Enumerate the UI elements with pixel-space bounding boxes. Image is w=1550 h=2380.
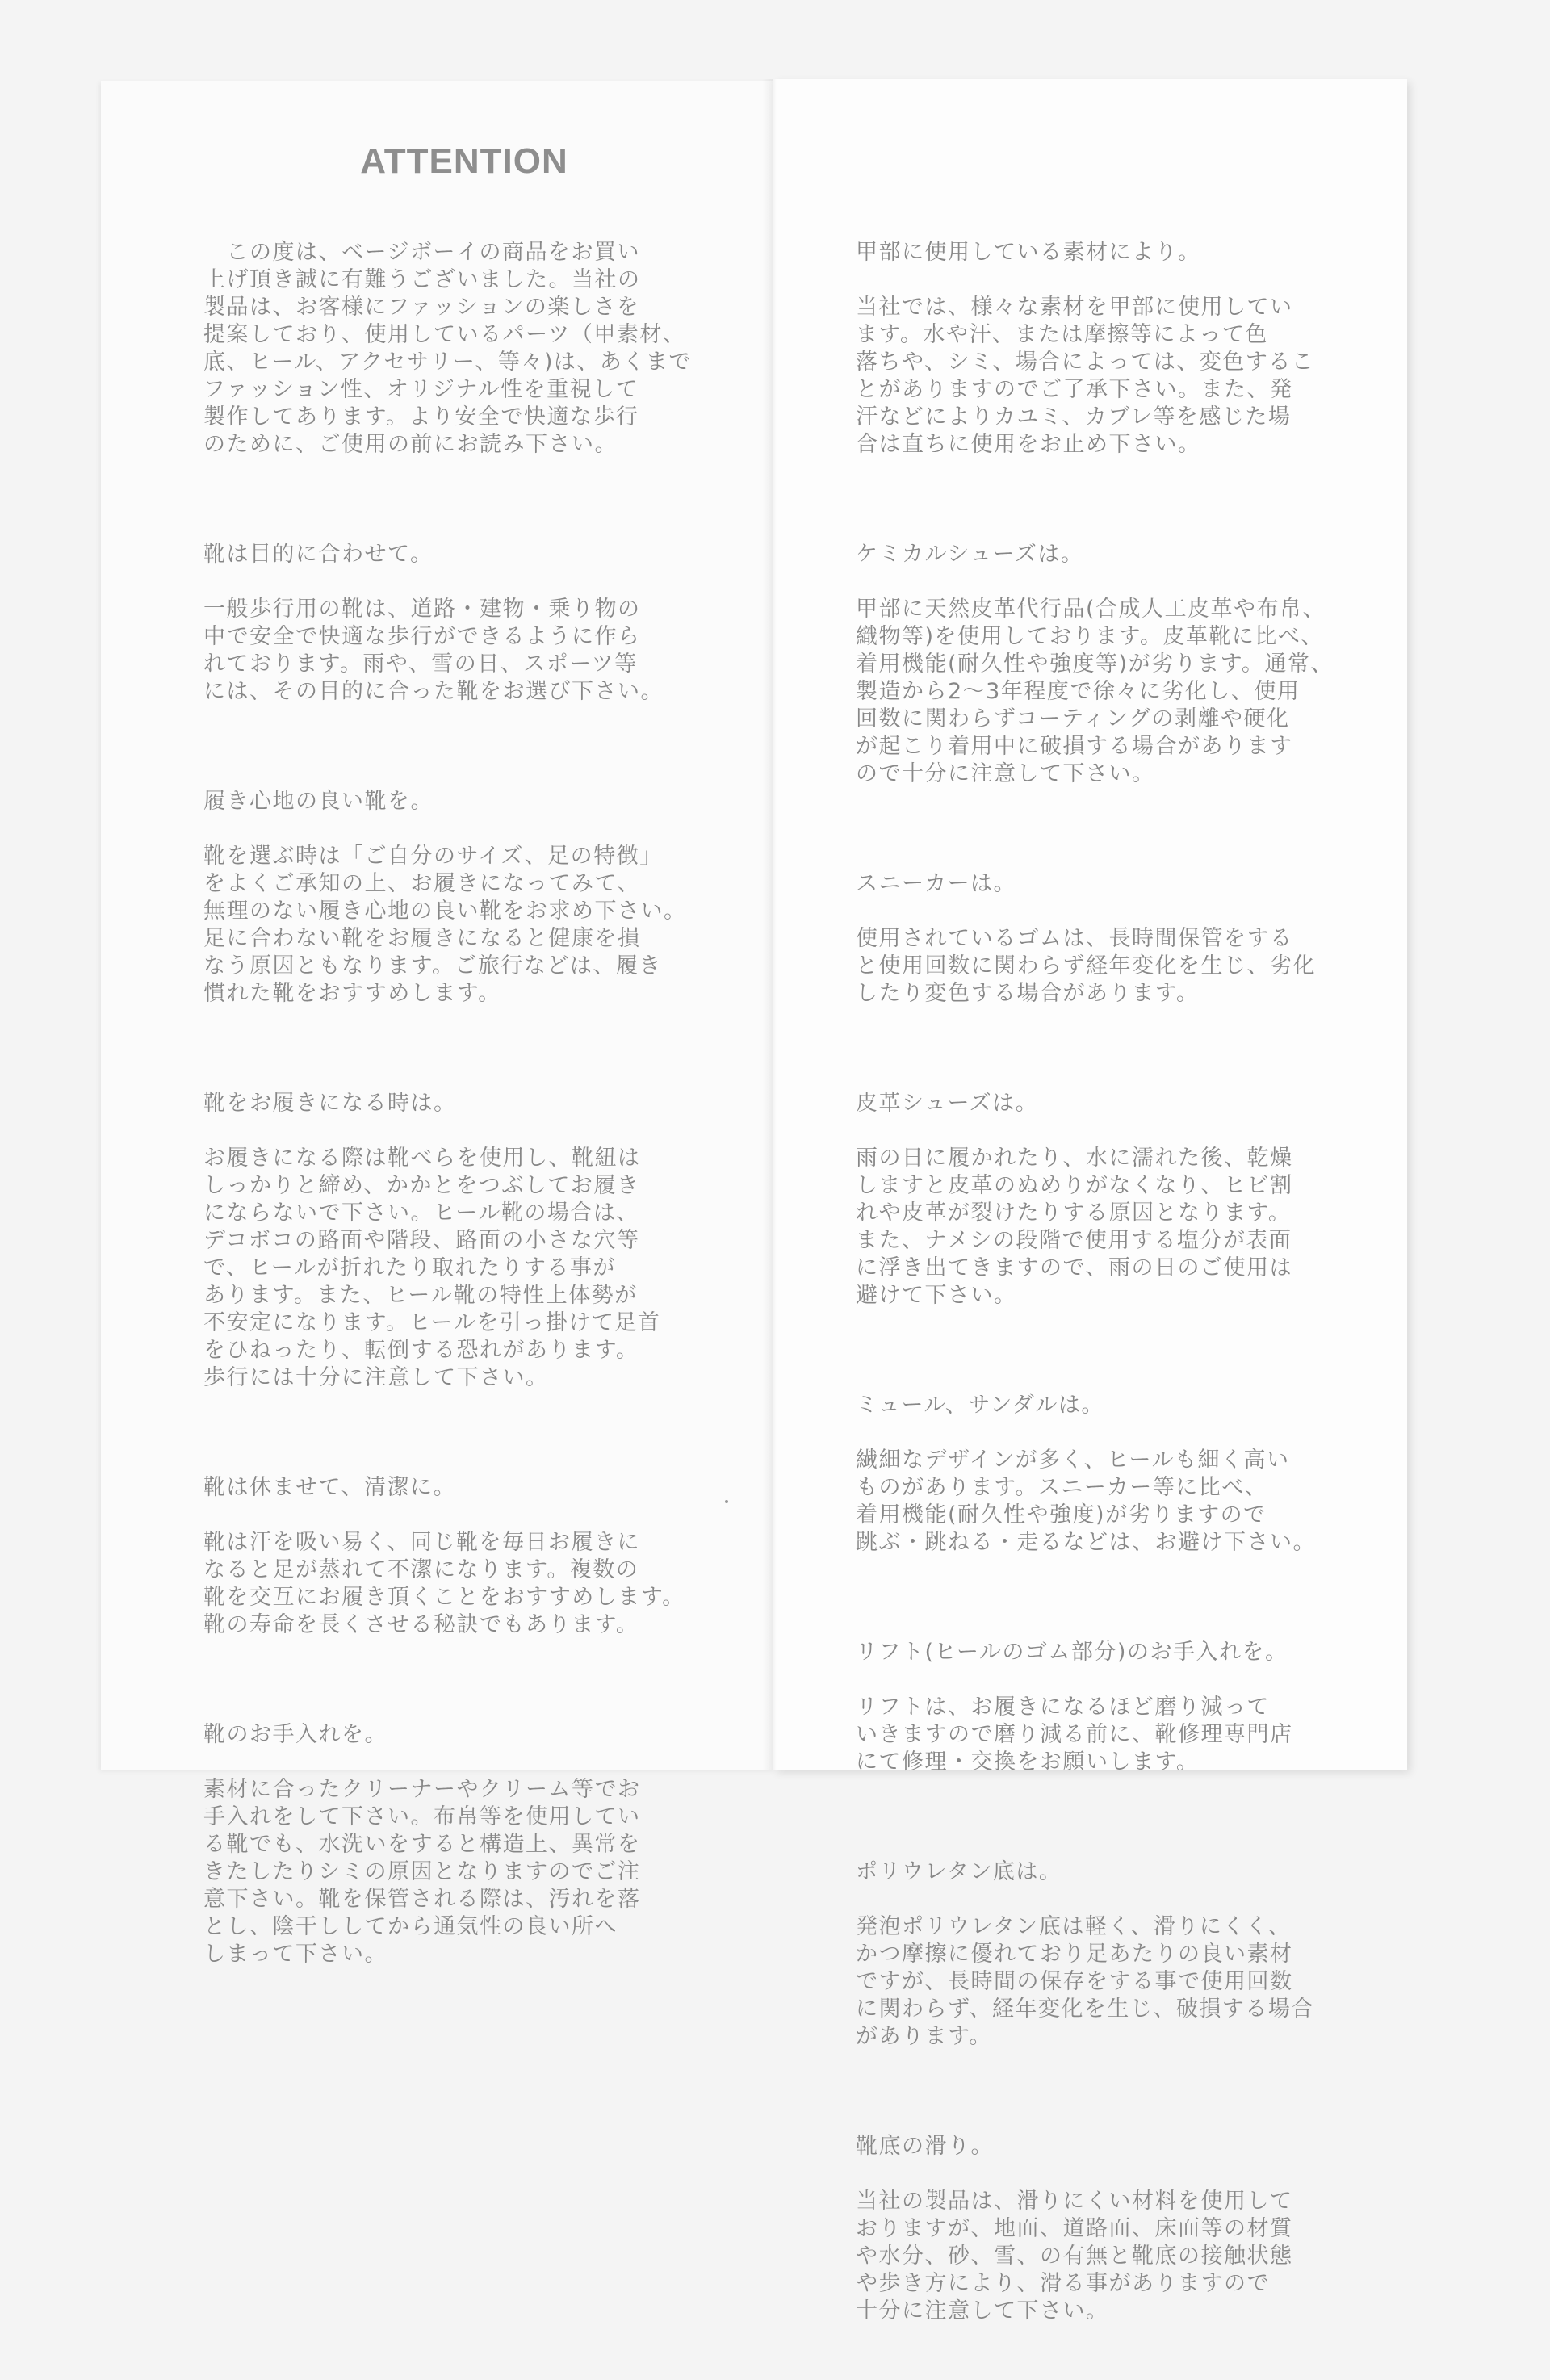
paragraph-body: 靴を選ぶ時は「ご自分のサイズ、足の特徴」 をよくご承知の上、お履きになってみて、 無理のない履き心地の良い靴をお求め下さい。 足に合わない靴をお履きになると健康を損 なう原因ともなります。ご旅行などは、履き 慣れた靴をおすすめします。 — [203, 844, 687, 1006]
fold-crease — [762, 79, 777, 1770]
paragraph-body: リフトは、お履きになるほど磨り減って いきますので磨り減る前に、靴修理専門店 にて修理・交換をお願いします。 — [856, 1695, 1293, 1775]
right-text-column — [856, 212, 1350, 2380]
paragraph-body: 一般歩行用の靴は、道路・建物・乗り物の 中で安全で快適な歩行ができるように作ら れております。雨や、雪の日、スポーツ等 には、その目的に合った靴をお選び下さい。 — [203, 597, 664, 704]
notice-paragraph — [203, 212, 720, 486]
notice-paragraph — [203, 761, 720, 1035]
paper-speck — [725, 1500, 728, 1503]
paragraph-heading: 甲部に使用している素材により。 — [856, 240, 1201, 265]
paragraph-heading: 靴は休ませて、清潔に。 — [203, 1475, 456, 1500]
paragraph-heading: 靴のお手入れを。 — [203, 1722, 388, 1747]
paragraph-heading: ポリウレタン底は。 — [856, 1859, 1062, 1884]
notice-paragraph — [856, 1364, 1350, 1584]
paragraph-body: 繊細なデザインが多く、ヒールも細く高い ものがあります。スニーカー等に比べ、 着用機能(耐久性や強度)が劣りますので 跳ぶ・跳ねる・走るなどは、お避け下さい。 — [856, 1448, 1316, 1555]
notice-paragraph — [203, 1062, 720, 1419]
notice-paragraph — [856, 843, 1350, 1035]
paragraph-body: 甲部に天然皮革代行品(合成人工皮革や布帛、 織物等)を使用しております。皮革靴に比べ、 着用機能(耐久性や強度等)が劣ります。通常、 製造から2〜3年程度で徐々に劣化し、使用 回数に関わらずコーティングの剥離や硬化 が起こり着用中に破損する場合があります ので十分に注意して下さい。 — [856, 597, 1334, 786]
paragraph-body: この度は、ベージボーイの商品をお買い 上げ頂き誠に有難うございました。当社の 製品は、お客様にファッションの楽しさを 提案しており、使用しているパーツ（甲素材、 底、ヒール、アクセサリー、等々)は、あくまで ファッション性、オリジナル性を重視して 製作してあります。より安全で快適な歩行 のために、ご使用の前にお読み下さい。 — [203, 240, 692, 457]
paragraph-heading: 靴は目的に合わせて。 — [203, 542, 434, 567]
paragraph-body: 当社では、様々な素材を甲部に使用してい ます。水や汗、または摩擦等によって色 落ちや、シミ、場合によっては、変色するこ とがありますのでご了承下さい。また、発 汗などによりカユミ、カブレ等を感じた場 合は直ちに使用をお止め下さい。 — [856, 295, 1315, 457]
notice-paragraph — [856, 2106, 1350, 2353]
paragraph-heading: リフト(ヒールのゴム部分)のお手入れを。 — [856, 1640, 1288, 1665]
paragraph-body: 使用されているゴムは、長時間保管をする と使用回数に関わらず経年変化を生じ、劣化 したり変色する場合があります。 — [856, 926, 1316, 1006]
notice-paragraph — [856, 1611, 1350, 1804]
paragraph-heading: スニーカーは。 — [856, 871, 1016, 896]
notice-paragraph — [856, 1062, 1350, 1337]
paragraph-body: 雨の日に履かれたり、水に濡れた後、乾燥 しますと皮革のぬめりがなくなり、ヒビ割 れや皮革が裂けたりする原因となります。 また、ナメシの段階で使用する塩分が表面 に浮き出てきますので、雨の日のご使用は 避けて下さい。 — [856, 1146, 1293, 1308]
notice-paragraph — [203, 1447, 720, 1666]
left-text-column — [203, 212, 720, 2023]
paragraph-body: 素材に合ったクリーナーやクリーム等でお 手入れをして下さい。布帛等を使用してい る靴でも、水洗いをすると構造上、異常を きたしたりシミの原因となりますのでご注 意下さい。靴を保管される際は、汚れを落 とし、陰干ししてから通気性の良い所へ しまって下さい。 — [203, 1777, 641, 1967]
paragraph-body: 靴は汗を吸い易く、同じ靴を毎日お履きに なると足が蒸れて不潔になります。複数の 靴を交互にお履き頂くことをおすすめします。 靴の寿命を長くさせる秘訣でもあります。 — [203, 1530, 685, 1637]
leaflet-title: ATTENTION — [360, 141, 568, 181]
paragraph-body: お履きになる際は靴べらを使用し、靴紐は しっかりと締め、かかとをつぶしてお履き にならないで下さい。ヒール靴の場合は、 デコボコの路面や階段、路面の小さな穴等 で、ヒールが折れたり取れたりする事が あります。また、ヒール靴の特性上体勢が 不安定になります。ヒールを引っ掛けて足首 をひねったり、転倒する恐れがあります。 歩行には十分に注意して下さい。 — [203, 1146, 661, 1390]
notice-paragraph — [203, 1694, 720, 1996]
paragraph-heading: ケミカルシューズは。 — [856, 542, 1084, 567]
notice-paragraph — [856, 212, 1350, 486]
notice-paragraph — [856, 513, 1350, 815]
paragraph-heading: 靴をお履きになる時は。 — [203, 1091, 457, 1116]
paragraph-heading: 靴底の滑り。 — [856, 2134, 994, 2159]
notice-paragraph — [203, 513, 720, 733]
paragraph-heading: ミュール、サンダルは。 — [856, 1393, 1104, 1418]
paragraph-heading: 皮革シューズは。 — [856, 1091, 1039, 1116]
paragraph-body: 発泡ポリウレタン底は軽く、滑りにくく、 かつ摩擦に優れており足あたりの良い素材 ですが、長時間の保存をする事で使用回数 に関わらず、経年変化を生じ、破損する場合 があります。 — [856, 1914, 1314, 2049]
paragraph-heading: 履き心地の良い靴を。 — [203, 789, 434, 814]
notice-paragraph — [856, 1831, 1350, 2078]
paragraph-body: 当社の製品は、滑りにくい材料を使用して おりますが、地面、道路面、床面等の材質 や水分、砂、雪、の有無と靴底の接触状態 や歩き方により、滑る事がありますので 十分に注意して下さい。 — [856, 2189, 1293, 2323]
